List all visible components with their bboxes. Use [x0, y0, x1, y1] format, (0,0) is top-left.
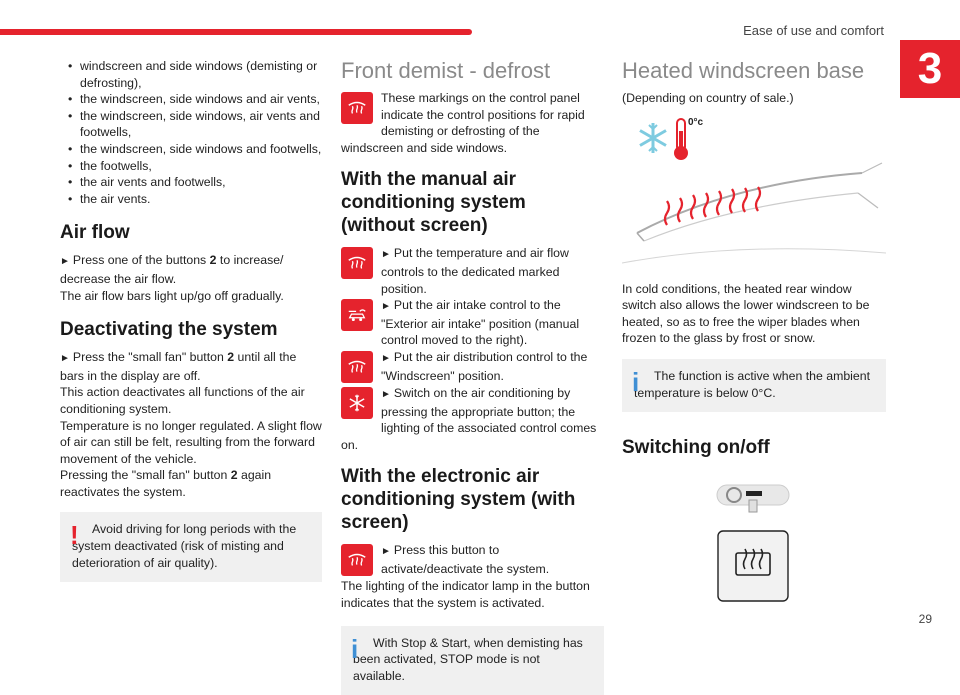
info-note: i The function is active when the ambient temperature is below 0°C.: [622, 359, 886, 412]
list-item: • the windscreen, side windows and footwells,: [60, 141, 322, 158]
info-icon: i: [351, 636, 363, 662]
manual-step-1: ► Put the temperature and air flow controls to the dedicated marked position.: [341, 245, 604, 297]
heated-windscreen-text: In cold conditions, the heated rear window switch also allows the lower windscreen to be heated, so as to free the wiper blades when frozen to the glass by frost or snow.: [622, 281, 886, 347]
windscreen-image: [622, 113, 886, 281]
info-icon: i: [632, 369, 644, 395]
temperature-label: 0°c: [688, 115, 703, 132]
arrow-icon: ►: [381, 249, 391, 260]
list-item: • the air vents.: [60, 191, 322, 208]
arrow-icon: ►: [60, 256, 70, 267]
front-demist-heading: Front demist - defrost: [341, 58, 604, 84]
section-title: Ease of use and comfort: [743, 23, 884, 38]
demist-symbol-icon: [341, 544, 373, 576]
electronic-ac-heading: With the electronic air conditioning system (with screen): [341, 465, 604, 534]
airflow-heading: Air flow: [60, 221, 322, 244]
country-note: (Depending on country of sale.): [622, 90, 886, 107]
intro-block: These markings on the control panel indicate the control positions for rapid demisting or defrosting of the windscreen and side windows.: [341, 90, 604, 156]
list-item: • the footwells,: [60, 158, 322, 175]
arrow-icon: ►: [60, 353, 70, 364]
arrow-icon: ►: [381, 546, 391, 557]
column-1: [60, 58, 322, 582]
dashboard-button-image: [622, 467, 886, 627]
electronic-step: ► Press this button to activate/deactivate the system.: [341, 542, 604, 578]
switching-heading: Switching on/off: [622, 436, 886, 459]
heated-windscreen-heading: Heated windscreen base: [622, 58, 886, 84]
deactivate-text-3: Pressing the "small fan" button 2 again reactivates the system.: [60, 467, 322, 500]
list-item: • the windscreen, side windows and air vents,: [60, 91, 322, 108]
chapter-number: 3: [900, 40, 960, 98]
airflow-note: The air flow bars light up/go off gradually.: [60, 288, 322, 305]
distribution-list: [60, 58, 322, 207]
top-accent-bar: [0, 29, 472, 35]
deactivate-text-1: This action deactivates all functions of the air conditioning system.: [60, 384, 322, 417]
column-3: [622, 58, 886, 627]
demist-symbol-icon: [341, 247, 373, 279]
electronic-text: The lighting of the indicator lamp in the button indicates that the system is activated.: [341, 578, 604, 611]
arrow-icon: ►: [381, 389, 391, 400]
exterior-air-intake-icon: [341, 299, 373, 331]
list-item: • windscreen and side windows (demisting or defrosting),: [60, 58, 322, 91]
arrow-icon: ►: [381, 301, 391, 312]
thermometer-icon: [674, 119, 688, 160]
arrow-icon: ►: [381, 353, 391, 364]
manual-step-3: ► Put the air distribution control to the "Windscreen" position.: [341, 349, 604, 385]
deactivate-heading: Deactivating the system: [60, 318, 322, 341]
column-2: [341, 58, 604, 695]
demist-symbol-icon: [341, 92, 373, 124]
deactivate-step: ► Press the "small fan" button 2 until all the bars in the display are off.: [60, 349, 322, 384]
manual-ac-heading: With the manual air conditioning system (without screen): [341, 168, 604, 237]
info-note: i With Stop & Start, when demisting has been activated, STOP mode is not available.: [341, 626, 604, 695]
warning-icon: !: [70, 522, 82, 548]
page-number: 29: [919, 612, 932, 626]
airflow-text: ► Press one of the buttons 2 to increase/ decrease the air flow.: [60, 252, 322, 287]
warning-note: ! Avoid driving for long periods with the system deactivated (risk of misting and deterioration of air quality).: [60, 512, 322, 582]
manual-step-4: ► Switch on the air conditioning by pressing the appropriate button; the lighting of the associated control comes on.: [341, 385, 604, 453]
deactivate-text-2: Temperature is no longer regulated. A slight flow of air can still be felt, resulting from the forward movement of the vehicle.: [60, 418, 322, 468]
switch-illustration: [622, 467, 886, 627]
snowflake-icon: [640, 123, 666, 153]
manual-step-2: ► Put the air intake control to the "Exterior air intake" position (manual control moved to the right).: [341, 297, 604, 349]
windscreen-distribution-icon: [341, 351, 373, 383]
list-item: • the windscreen, side windows, air vents and footwells,: [60, 108, 322, 141]
air-conditioning-icon: [341, 387, 373, 419]
list-item: • the air vents and footwells,: [60, 174, 322, 191]
heated-windscreen-illustration: [622, 113, 886, 281]
